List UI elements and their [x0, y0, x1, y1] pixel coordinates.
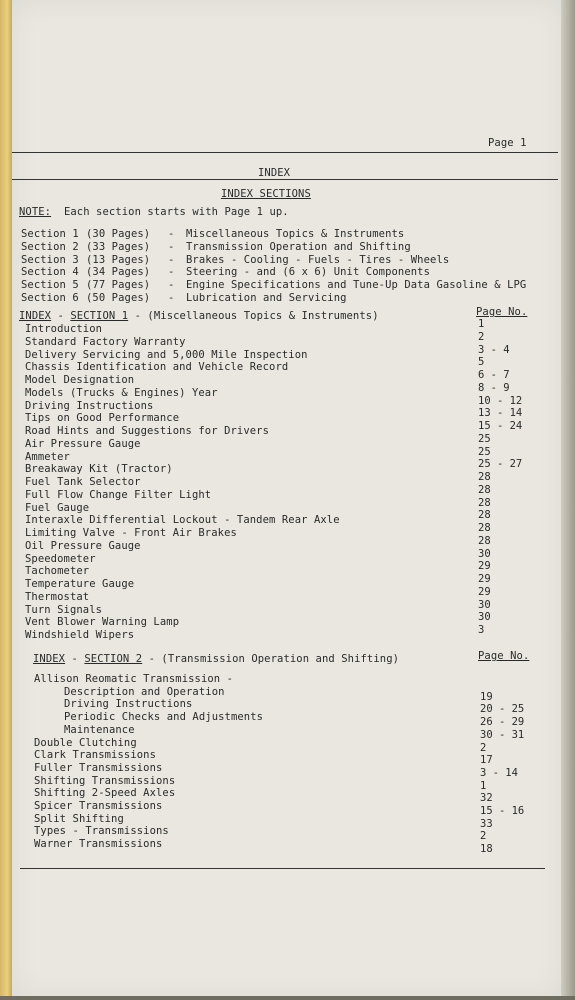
- entry-title: Maintenance: [64, 723, 135, 736]
- section-list-dash: -: [168, 228, 175, 240]
- entry-page: 8 - 9: [478, 381, 510, 394]
- entry-page: 28: [478, 534, 491, 547]
- entry-title: Spicer Transmissions: [34, 800, 163, 812]
- entry-title: Fuller Transmissions: [34, 761, 163, 774]
- entry-page: 15 - 16: [480, 805, 525, 817]
- entry-page: 3: [478, 624, 485, 636]
- entry-page: 33: [480, 817, 493, 830]
- note-line: [19, 206, 289, 218]
- section-list-pages: (77 Pages): [86, 279, 151, 292]
- entry-title: Fuel Tank Selector: [25, 476, 141, 488]
- entry-page: 29: [478, 585, 491, 598]
- section1-index-label: INDEX: [19, 310, 52, 322]
- page-bottom-edge: [0, 996, 575, 1000]
- section-list-pages: (33 Pages): [86, 240, 151, 253]
- entry-page: 6 - 7: [478, 369, 510, 381]
- entry-title: Model Designation: [25, 374, 135, 386]
- entry-title: Driving Instructions: [25, 399, 154, 412]
- section-list-topic: Steering - and (6 x 6) Unit Components: [186, 266, 431, 279]
- section-list-topic: Miscellaneous Topics & Instruments: [186, 228, 405, 240]
- section2-heading: [33, 653, 399, 665]
- entry-page: 28: [478, 522, 491, 534]
- entry-title: Introduction: [25, 323, 103, 335]
- entry-title: Vent Blower Warning Lamp: [25, 616, 180, 629]
- entry-page: 17: [480, 754, 493, 767]
- entry-title: Split Shifting: [34, 812, 124, 825]
- entry-page: 28: [478, 496, 491, 509]
- section-list-topic: Lubrication and Servicing: [186, 292, 347, 304]
- binding-spine: [0, 0, 12, 1000]
- section-list-dash: -: [168, 253, 175, 266]
- page-number-label: Page 1: [488, 137, 527, 149]
- entry-page: 20 - 25: [480, 703, 525, 716]
- entry-page: 32: [480, 792, 493, 805]
- entry-page: 25: [478, 432, 491, 445]
- section-list-name: Section 6: [21, 292, 79, 304]
- entry-page: 30: [478, 598, 491, 611]
- entry-page: 29: [478, 560, 491, 573]
- title-rule: [12, 179, 558, 180]
- section-list-pages: (13 Pages): [86, 253, 151, 266]
- entry-title: Driving Instructions: [64, 698, 193, 711]
- index-title: INDEX: [258, 167, 291, 179]
- section2-sep: -: [71, 653, 78, 665]
- entry-title: Full Flow Change Filter Light: [25, 488, 212, 501]
- entry-page: 26 - 29: [480, 716, 525, 729]
- entry-page: 25: [478, 445, 491, 458]
- entry-page: 29: [478, 573, 491, 585]
- note-label: NOTE:: [19, 206, 52, 218]
- section-list-topic: Brakes - Cooling - Fuels - Tires - Wheels: [186, 253, 450, 266]
- entry-title: Double Clutching: [34, 736, 137, 749]
- section-list-dash: -: [168, 266, 175, 279]
- section-list-name: Section 1: [21, 228, 79, 240]
- section1-label: SECTION 1: [70, 310, 129, 322]
- entry-page: 5: [478, 356, 485, 369]
- entry-title: Models (Trucks & Engines) Year: [25, 386, 218, 399]
- entry-page: 2: [480, 830, 487, 843]
- entry-page: 1: [480, 779, 487, 792]
- section-list-dash: -: [168, 292, 175, 304]
- entry-page: 28: [478, 471, 491, 483]
- section-list-pages: (34 Pages): [86, 266, 151, 279]
- entry-page: 13 - 14: [478, 407, 523, 420]
- entry-page: 3 - 4: [478, 343, 510, 356]
- entry-page: 1: [478, 318, 485, 330]
- entry-page: 19: [480, 690, 493, 703]
- page-edge: [561, 0, 575, 1000]
- entry-title: Delivery Servicing and 5,000 Mile Inspection: [25, 348, 308, 361]
- section2-label: SECTION 2: [84, 653, 143, 665]
- entry-title: Shifting 2-Speed Axles: [34, 787, 176, 800]
- entry-page: 2: [480, 741, 487, 754]
- section-list-pages: (30 Pages): [86, 228, 151, 240]
- section-list-name: Section 4: [21, 266, 79, 279]
- entry-page: 15 - 24: [478, 420, 523, 432]
- sections-heading: INDEX SECTIONS: [221, 188, 311, 200]
- entry-title: Clark Transmissions: [34, 749, 157, 762]
- entry-title: Tachometer: [25, 565, 90, 578]
- entry-page: 10 - 12: [478, 394, 523, 407]
- section-list-name: Section 3: [21, 253, 79, 266]
- entry-title: Standard Factory Warranty: [25, 335, 186, 348]
- section1-subtitle: - (Miscellaneous Topics & Instruments): [134, 310, 379, 322]
- section-list-dash: -: [168, 279, 175, 292]
- entry-title: Types - Transmissions: [34, 825, 169, 838]
- section-list-topic: Transmission Operation and Shifting: [186, 240, 411, 253]
- section-list-dash: -: [168, 240, 175, 253]
- entry-page: 28: [478, 509, 491, 522]
- entry-title: Oil Pressure Gauge: [25, 539, 141, 552]
- entry-title: Windshield Wipers: [25, 629, 135, 641]
- entry-title: Periodic Checks and Adjustments: [64, 711, 264, 724]
- section2-index-label: INDEX: [33, 653, 66, 665]
- entry-title: Turn Signals: [25, 603, 103, 616]
- entry-page: 18: [480, 843, 493, 856]
- entry-page: 3 - 14: [480, 766, 518, 779]
- entry-title: Limiting Valve - Front Air Brakes: [25, 527, 237, 539]
- entry-title: Temperature Gauge: [25, 578, 135, 590]
- section-list-topic: Engine Specifications and Tune-Up Data Gasoline & LPG: [186, 279, 527, 292]
- entry-title: Road Hints and Suggestions for Drivers: [25, 425, 270, 437]
- section1-page-no-header: Page No.: [476, 306, 528, 318]
- entry-title: Air Pressure Gauge: [25, 437, 141, 450]
- entry-title: Ammeter: [25, 450, 70, 463]
- entry-title: Thermostat: [25, 590, 90, 603]
- entry-title: Allison Reomatic Transmission -: [34, 673, 234, 685]
- entry-page: 25 - 27: [478, 458, 523, 471]
- entry-title: Warner Transmissions: [34, 838, 163, 851]
- entry-page: 30 - 31: [480, 728, 525, 741]
- header-rule: [12, 152, 558, 153]
- entry-title: Shifting Transmissions: [34, 774, 176, 787]
- entry-page: 2: [478, 330, 485, 343]
- note-text: Each section starts with Page 1 up.: [63, 206, 289, 218]
- section1-sep: -: [57, 310, 64, 322]
- entry-title: Interaxle Differential Lockout - Tandem Rear Axle: [25, 514, 340, 527]
- entry-page: 28: [478, 483, 491, 496]
- section-list-pages: (50 Pages): [86, 292, 151, 304]
- section1-heading: [19, 310, 379, 322]
- entry-title: Fuel Gauge: [25, 501, 90, 514]
- entry-title: Description and Operation: [64, 685, 225, 698]
- entry-page: 30: [478, 547, 491, 560]
- entry-title: Tips on Good Performance: [25, 412, 180, 425]
- entry-title: Speedometer: [25, 552, 96, 565]
- section2-subtitle: - (Transmission Operation and Shifting): [148, 653, 400, 665]
- section-list-name: Section 5: [21, 279, 79, 292]
- section-list-name: Section 2: [21, 240, 79, 253]
- footer-rule: [20, 868, 545, 869]
- entry-title: Chassis Identification and Vehicle Record: [25, 361, 289, 374]
- entry-title: Breakaway Kit (Tractor): [25, 463, 173, 476]
- entry-page: 30: [478, 611, 491, 624]
- section2-page-no-header: Page No.: [478, 650, 530, 662]
